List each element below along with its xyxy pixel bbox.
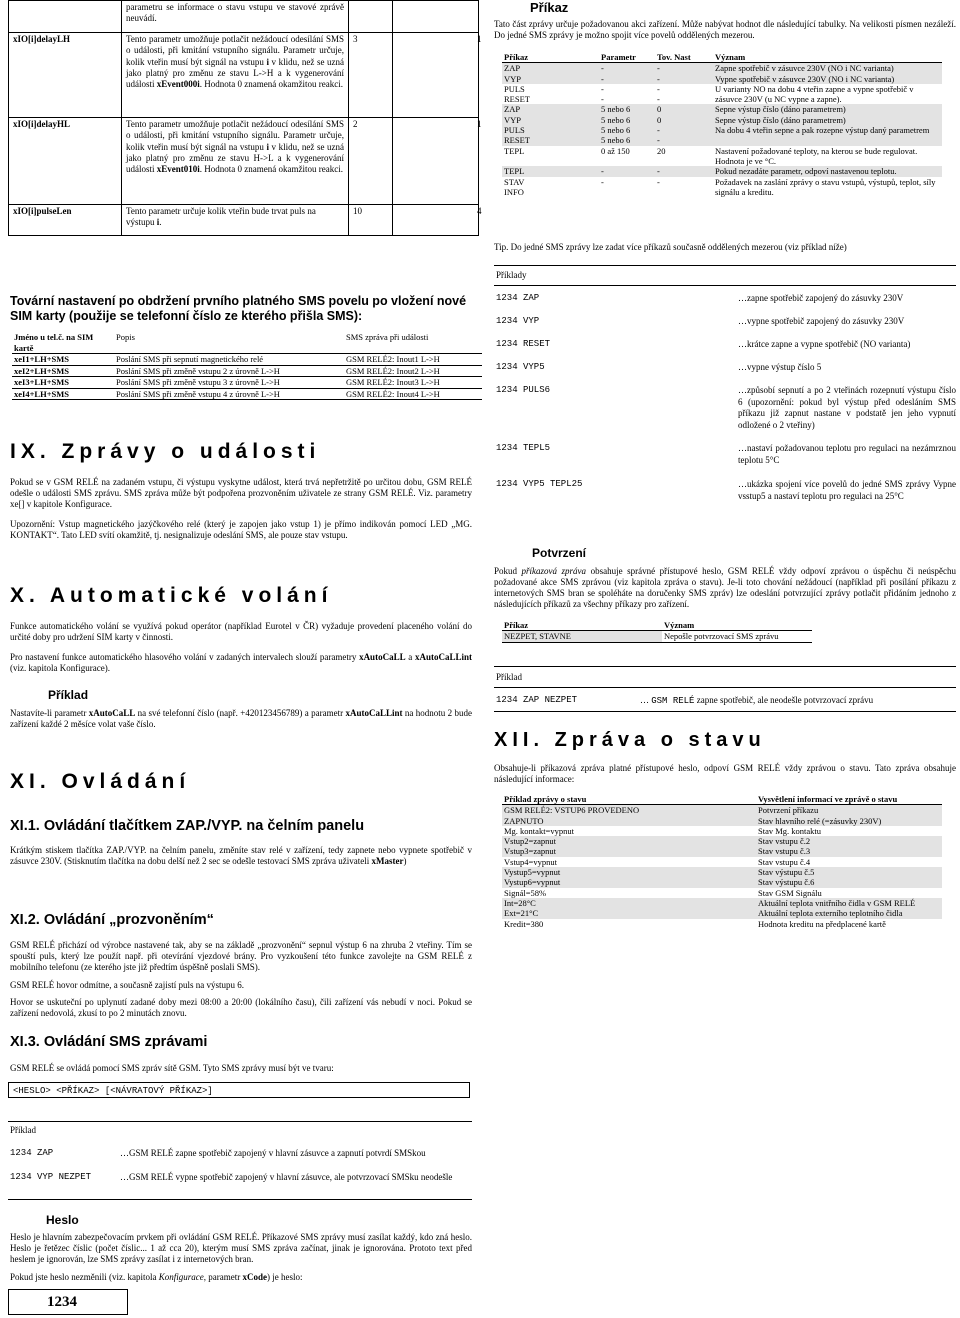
column-header: Popis — [116, 332, 135, 342]
table-row: Vstup2=zapnut Stav vstupu č.2 — [502, 836, 942, 846]
table-row: Vstup3=zapnut Stav vstupu č.3 — [502, 846, 942, 856]
table-row — [9, 205, 479, 236]
example-label: Příklad — [10, 1125, 36, 1135]
column-header: Význam — [662, 620, 812, 631]
subsection-title: XI.1. Ovládání tlačítkem ZAP./VYP. na čelním panelu — [10, 818, 365, 834]
factory-heading: Tovární nastavení po obdržení prvního platného SMS povelu po vložení nové SIM karty (použije se telefonní číslo ze kterého přišla SMS): — [10, 294, 467, 323]
table-row — [502, 794, 942, 805]
section-title-x: X. Automatické volání — [10, 584, 333, 607]
param-default: 10 — [349, 205, 393, 236]
paragraph: Heslo je hlavním zabezpečovacím prvkem při ovládání GSM RELÉ. Příkazové SMS zprávy musí zasílat každý, kdo zná heslo. Heslo je řetězec číslic (počet číslic... 1 až cca 20), kterým musí SMS zpráva začínat, jinak je ignorována. Prototo text před heslem je ignorován, lze SMS zprávy zasílat i z internetových bran. — [10, 1232, 472, 1264]
param-desc: Tento parametr určuje kolik vteřin bude trvat puls na výstupu i. — [122, 205, 349, 236]
param-name: xIO[i]delayHL — [9, 118, 122, 205]
table-row: xeI4+LH+SMS Poslání SMS při změně vstupu 4 z úrovně L->H GSM RELÉ2: Inout4 L->H — [12, 388, 482, 400]
column-header: Parametr — [599, 52, 655, 63]
table-row: Vystup5=vypnut Stav výstupu č.5 — [502, 867, 942, 877]
table-row — [9, 1, 479, 33]
table-row: xeI3+LH+SMS Poslání SMS při změně vstupu 3 z úrovně L->H GSM RELÉ2: Inout3 L->H — [12, 377, 482, 389]
example-heading: Příklad — [48, 688, 89, 702]
table-row: Vstup4=vypnut Stav vstupu č.4 — [502, 857, 942, 867]
heslo-title: Heslo — [46, 1213, 79, 1227]
table-row: PULS RESET - - - - U varianty NO na dobu 4 vteřin zapne a vypne spotřebič v zásuvce 230V (u NC vypne a zapne). — [502, 84, 942, 105]
param-value: 1 — [393, 33, 479, 118]
tip-text: Tip. Do jedné SMS zprávy lze zadat více příkazů současně oddělených mezerou (viz příklad níže) — [494, 242, 847, 252]
divider — [8, 1121, 472, 1122]
param-value: 4 — [393, 205, 479, 236]
potvrzeni-title: Potvrzení — [532, 546, 587, 560]
parameter-table — [8, 0, 482, 236]
table-row — [9, 33, 479, 118]
factory-table — [12, 332, 482, 400]
table-row — [502, 620, 812, 631]
table-row — [12, 332, 482, 354]
paragraph: Hovor se uskuteční po uplynutí zadané doby mezi 08:00 a 20:00 (lokálního času), čili zařízení vás nebudí v noci. Pokud se zařízení nedovolá, zkusí to po 2 minutách znovu. — [10, 997, 472, 1018]
example-text: …GSM RELÉ zapne spotřebič zapojený v hlavní zásuvce a zapnutí potvrdí SMSkou — [120, 1148, 426, 1158]
divider — [494, 666, 956, 667]
command-table — [502, 52, 942, 197]
example-text: …nastaví požadovanou teplotu pro regulaci na nezámrznou teplotu 5°C — [738, 443, 956, 465]
table-row — [9, 118, 479, 205]
divider — [8, 1199, 472, 1200]
paragraph: Krátkým stiskem tlačítka ZAP./VYP. na čelním panelu, změníte stav relé v zařízení, tedy zapnete nebo vypnete spotřebič v zásuvce 230V. (Stisknutím tlačítka na dobu delší než 2 sec se odešle testovací SMS zpráva uživateli xMaster) — [10, 845, 472, 866]
example-command: 1234 VYP5 TEPL25 — [496, 479, 583, 489]
table-row: PULS RESET 5 nebo 6 5 nebo 6 - - Na dobu 4 vteřin sepne a pak rozepne výstup daný parametrem — [502, 125, 942, 146]
table-row: VYP - - Vypne spotřebič v zásuvce 230V (NO i NC varianta) — [502, 74, 942, 84]
paragraph: Nastavíte-li parametr xAutoCaLL na své telefonní číslo (např. +420123456789) a parametr xAutoCaLLint na hodnotu 2 bude zařízení každé 2 měsíce volat vaše číslo. — [10, 708, 473, 729]
param-desc: Tento parametr umožňuje potlačit nežádoucí odesílání SMS o události, při kmitání vstupního signálu. Parametr určuje, kolik vteřin musí být signál na vstupu i v klidu, než se uzná jako platný pro změnu ze stavu L->H a k vygenerování události xEvent000i. Hodnota 0 znamená okamžitou reakci. — [122, 33, 349, 118]
param-value: 1 — [393, 118, 479, 205]
table-row: Mg. kontakt=vypnut Stav Mg. kontaktu — [502, 826, 942, 836]
examples-label: Příklady — [496, 270, 527, 280]
syntax-box — [8, 1082, 470, 1098]
paragraph: Obsahuje-li příkazová zpráva platné přístupové heslo, odpoví GSM RELÉ vždy zprávou o stavu. Tato zpráva obsahuje následující informace: — [494, 763, 956, 784]
table-row: GSM RELÉ2: VSTUP6 PROVEDENO Potvrzení příkazu — [502, 805, 942, 816]
section-title-xii: XII. Zpráva o stavu — [494, 729, 766, 751]
paragraph: Upozornění: Vstup magnetického jazýčkového relé (který je zapojen jako vstup 1) je přímo indikován pomocí LED „MG. KONTAKT“. Tato LED svítí okamžitě, tj. nesignalizuje odeslání SMS, ale pouze stav vstupu. — [10, 519, 472, 540]
example-command: 1234 ZAP — [10, 1148, 54, 1158]
paragraph: Pro nastavení funkce automatického hlasového volání v zadaných intervalech slouží parametry xAutoCaLL a xAutoCaLLint (viz. kapitola Konfigurace). — [10, 652, 472, 673]
example-text: … GSM RELÉ zapne spotřebič, ale neodešle potvrzovací zprávu — [640, 695, 874, 706]
subsection-title: XI.2. Ovládání „prozvoněním“ — [10, 912, 214, 928]
param-name: xIO[i]pulseLen — [9, 205, 122, 236]
table-row: Kredit=380 Hodnota kreditu na předplacené kartě — [502, 919, 942, 929]
column-header: Jméno u tel.č. na SIM kartě — [14, 332, 94, 353]
table-row: Signál=58% Stav GSM Signálu — [502, 888, 942, 898]
paragraph: GSM RELÉ přichází od výrobce nastavené tak, aby se na základě „prozvonění“ sepnul výstup 6 na zhruba 2 vteřiny. Tím se spouští puls, který lze použít např. při otevírání vjezdové brány. Pro vyzkoušení této funkce zavolejte na GSM RELÉ z mobilního telefonu (ze kterého jste již předtím úspěšně poslali SMS). — [10, 940, 472, 972]
password-box — [8, 1289, 128, 1315]
example-text: …zapne spotřebič zapojený do zásuvky 230V — [738, 293, 904, 303]
divider — [494, 265, 956, 266]
table-row: ZAP - - Zapne spotřebič v zásuvce 230V (NO i NC varianta) — [502, 63, 942, 74]
param-default: 3 — [349, 33, 393, 118]
table-row: TEPL - - Pokud nezadáte parametr, odpoví nastavenou teplotu. — [502, 166, 942, 176]
table-row: ZAP VYP 5 nebo 6 5 nebo 6 0 0 Sepne výstup číslo (dáno parametrem) Sepne výstup číslo (dáno parametrem) — [502, 104, 942, 125]
column-header: SMS zpráva při události — [346, 332, 429, 342]
paragraph: Tato část zprávy určuje požadovanou akci zařízení. Může nabývat hodnot dle následující tabulky. Na velikosti písmen nezáleží. Do jedné SMS zprávy je možno spojit více povelů oddělených mezerou. — [494, 19, 956, 40]
table-row: ZAPNUTO Stav hlavního relé (=zásuvky 230V) — [502, 816, 942, 826]
example-text: …ukázka spojení více povelů do jedné SMS zprávy Vypne vsstup5 a nastaví teplotu pro regulaci na 25°C — [738, 479, 956, 501]
prikaz-title: Příkaz — [530, 0, 569, 15]
example-text: …způsobí sepnutí a po 2 vteřinách rozepnutí výstupu číslo 6 (upozornění: pokud byl výstup před odesláním SMS příkazu již zapnut nastane v podstatě jen jeho vypnutí odložené o 2 vteřiny) — [738, 385, 956, 430]
example-command: 1234 VYP NEZPET — [10, 1172, 92, 1182]
divider — [494, 285, 956, 286]
example-text: …vypne spotřebič zapojený do zásuvky 230V — [738, 316, 905, 326]
confirm-table — [502, 620, 812, 643]
status-table — [502, 794, 942, 929]
param-name: xIO[i]delayLH — [9, 33, 122, 118]
example-command: 1234 TEPL5 — [496, 443, 551, 453]
divider — [494, 711, 956, 712]
param-desc: parametru se informace o stavu vstupu ve stavové zprávě neuvádí. — [122, 1, 349, 33]
divider — [494, 687, 956, 688]
example-text: …GSM RELÉ vypne spotřebič zapojený v hlavní zásuvce, ale potvrzovací SMSku neodešle — [120, 1172, 453, 1182]
example-command: 1234 VYP5 — [496, 362, 545, 372]
table-row: Vystup6=vypnut Stav výstupu č.6 — [502, 877, 942, 887]
example-label: Příklad — [496, 672, 522, 682]
column-header: Význam — [713, 52, 942, 63]
example-command: 1234 RESET — [496, 339, 551, 349]
example-text: …krátce zapne a vypne spotřebič (NO varianta) — [738, 339, 911, 349]
example-text: …vypne výstup číslo 5 — [738, 362, 822, 372]
paragraph: GSM RELÉ hovor odmítne, a současně zajistí puls na výstupu 6. — [10, 980, 244, 990]
table-row — [502, 52, 942, 63]
column-header: Tov. Nast — [655, 52, 713, 63]
param-default: 2 — [349, 118, 393, 205]
table-row: STAV INFO - - Požadavek na zaslání zprávy o stavu vstupů, výstupů, teplot, síly signálu a kreditu. — [502, 177, 942, 198]
table-row: xeI2+LH+SMS Poslání SMS při změně vstupu 2 z úrovně L->H GSM RELÉ2: Inout2 L->H — [12, 365, 482, 377]
table-row: Int=28°C Aktuální teplota vnitřního čidla v GSM RELÉ — [502, 898, 942, 908]
example-command: 1234 PULS6 — [496, 385, 551, 395]
section-title-ix: IX. Zprávy o události — [10, 440, 321, 463]
syntax-text: <HESLO> <PŘÍKAZ> [<NÁVRATOVÝ PŘÍKAZ>] — [13, 1086, 213, 1096]
paragraph: Pokud jste heslo nezměnili (viz. kapitola Konfigurace, parametr xCode) je heslo: — [10, 1272, 303, 1282]
password-value: 1234 — [47, 1294, 77, 1310]
paragraph: Pokud se v GSM RELÉ na zadaném vstupu, či výstupu vyskytne událost, která trvá nepřetržitě po určitou dobu, GSM RELÉ odešle o události SMS zprávu. SMS zpráva může být podpořena prozvoněním uživatele ze strany GSM RELÉ. Viz. parametry xe[] v kapitole Konfigurace. — [10, 477, 472, 509]
column-header: Příklad zprávy o stavu — [502, 794, 756, 805]
example-command: 1234 VYP — [496, 316, 540, 326]
section-title-xi: XI. Ovládání — [10, 770, 191, 793]
paragraph: Funkce automatického volání se využívá pokud operátor (například Eurotel v ČR) vyžaduje provedení placeného volání do určité doby pro udržení SIM karty v činnosti. — [10, 621, 472, 642]
column-header: Příkaz — [502, 52, 599, 63]
subsection-title: XI.3. Ovládání SMS zprávami — [10, 1034, 208, 1050]
example-command: 1234 ZAP NEZPET — [496, 695, 578, 705]
table-row: TEPL 0 až 150 20 Nastavení požadované teploty, na kterou se bude regulovat. Hodnota je ve °C. — [502, 146, 942, 167]
column-header: Vysvětlení informací ve zprávě o stavu — [756, 794, 942, 805]
column-header: Příkaz — [502, 620, 662, 631]
param-desc: Tento parametr umožňuje potlačit nežádoucí odesílání SMS o události, při kmitání vstupního signálu. Parametr určuje, kolik vteřin musí být signál na vstupu i v klidu, než se uzná jako platný pro změnu ze stavu H->L a k vygenerování události xEvent010i. Hodnota 0 znamená okamžitou reakci. — [122, 118, 349, 205]
table-row: xeI1+LH+SMS Poslání SMS při sepnutí magnetického relé GSM RELÉ2: Inout1 L->H — [12, 354, 482, 366]
table-row: Ext=21°C Aktuální teplota externího teplotního čidla — [502, 908, 942, 918]
paragraph: Pokud příkazová zpráva obsahuje správné přístupové heslo, GSM RELÉ vždy odpoví zprávou o úspěchu či neúspěchu požadované akce SMS zprávou (viz kapitola zpráva o stavu). Je-li toto chování nežádoucí (například při posílání příkazu z internetových SMS bran se spoléháte na doručenky SMS zpráv) lze odeslání potvrzující zprávy potlačit přidáním jednoho z následujících příkazů za všechny příkazy pro zařízení. — [494, 566, 956, 609]
example-command: 1234 ZAP — [496, 293, 540, 303]
paragraph: GSM RELÉ se ovládá pomocí SMS zpráv sítě GSM. Tyto SMS zprávy musí být ve tvaru: — [10, 1063, 334, 1073]
table-row: NEZPET, STAVNE Nepošle potvrzovací SMS zprávu — [502, 631, 812, 642]
